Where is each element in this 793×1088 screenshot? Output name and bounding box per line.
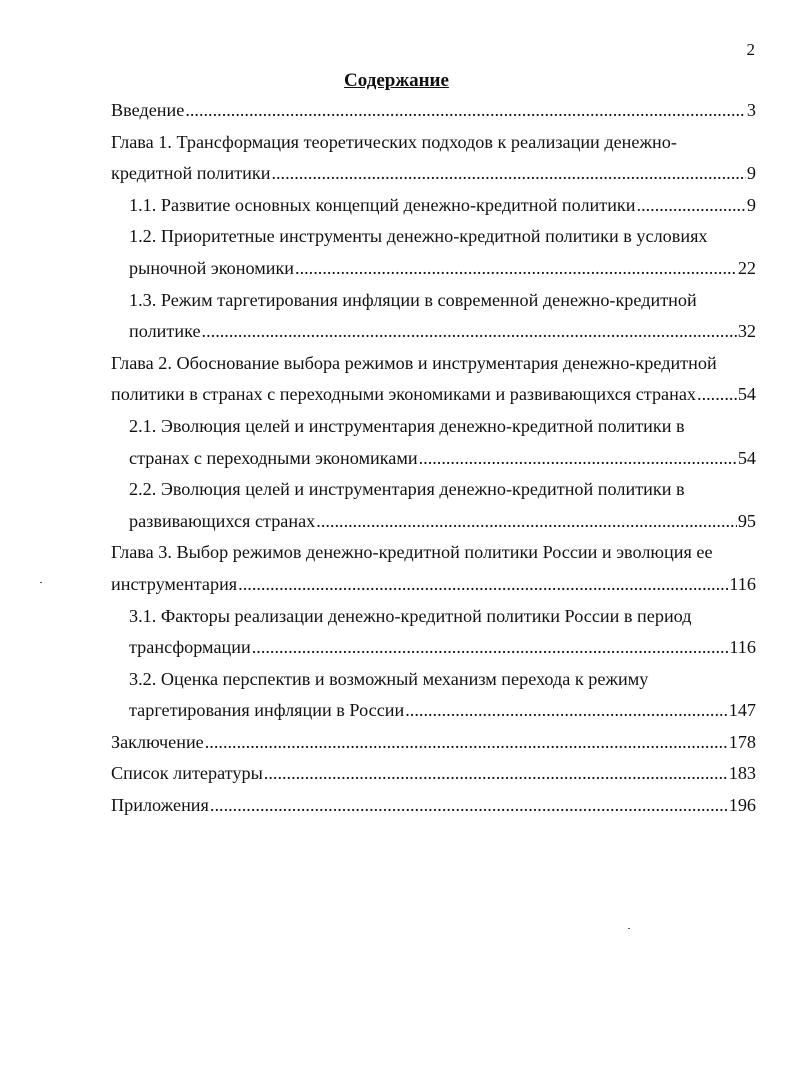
table-of-contents: [111, 95, 756, 822]
toc-page-number: 9: [746, 194, 756, 215]
dot-leader: [316, 506, 737, 538]
toc-entry-text: кредитной политики: [111, 163, 271, 184]
toc-entry-text: трансформации: [129, 637, 251, 658]
toc-entry[interactable]: [111, 790, 756, 822]
toc-page-number: 54: [737, 384, 756, 405]
scan-speck: [40, 582, 42, 583]
toc-entry[interactable]: [111, 727, 756, 759]
toc-entry[interactable]: [129, 474, 756, 537]
dot-leader: [419, 443, 737, 475]
toc-entry-text: таргетирования инфляции в России: [129, 700, 405, 721]
toc-page-number: 196: [728, 795, 756, 816]
toc-entry-text: странах с переходными экономиками: [129, 447, 418, 468]
toc-entry-text: 3.2. Оценка перспектив и возможный механизм перехода к режиму: [129, 668, 649, 689]
toc-entry-text: 3.1. Факторы реализации денежно-кредитной политики России в период: [129, 605, 692, 626]
toc-entry[interactable]: [111, 127, 756, 190]
dot-leader: [238, 569, 728, 601]
toc-entry-text: 2.1. Эволюция целей и инструментария денежно-кредитной политики в: [129, 415, 685, 436]
toc-entry[interactable]: [129, 411, 756, 474]
toc-page-number: 183: [728, 763, 756, 784]
toc-entry-text: Глава 3. Выбор режимов денежно-кредитной политики России и эволюция ее: [111, 542, 713, 563]
toc-entry[interactable]: [129, 601, 756, 664]
toc-page-number: 54: [737, 447, 756, 468]
toc-entry-text: Список литературы: [111, 763, 263, 784]
toc-entry[interactable]: [129, 221, 756, 284]
toc-entry-text: Введение: [111, 100, 185, 120]
toc-page-number: 22: [737, 257, 756, 278]
toc-entry[interactable]: [129, 190, 756, 222]
dot-leader: [202, 316, 737, 348]
toc-entry[interactable]: [111, 537, 756, 600]
toc-entry[interactable]: [111, 95, 756, 127]
toc-entry-text: Глава 2. Обоснование выбора режимов и инструментария денежно-кредитной: [111, 352, 717, 373]
toc-entry[interactable]: [129, 285, 756, 348]
dot-leader: [295, 253, 737, 285]
toc-page-number: 32: [737, 321, 756, 342]
dot-leader: [252, 632, 729, 664]
toc-entry-text: 1.2. Приоритетные инструменты денежно-кредитной политики в условиях: [129, 226, 708, 247]
scan-speck: [628, 928, 630, 929]
toc-page-number: 95: [737, 510, 756, 531]
toc-entry[interactable]: [129, 664, 756, 727]
toc-entry-text: 2.2. Эволюция целей и инструментария денежно-кредитной политики в: [129, 479, 685, 500]
dot-leader: [637, 190, 746, 222]
toc-entry-text: рыночной экономики: [129, 257, 295, 278]
dot-leader: [264, 758, 728, 790]
toc-entry[interactable]: [111, 348, 756, 411]
toc-entry-text: 1.3. Режим таргетирования инфляции в современной денежно-кредитной: [129, 289, 697, 310]
toc-entry-text: политике: [129, 321, 201, 342]
dot-leader: [405, 695, 727, 727]
toc-page-number: 178: [728, 731, 756, 752]
toc-entry-text: Заключение: [111, 731, 204, 752]
dot-leader: [185, 95, 746, 127]
toc-page-number: 147: [728, 700, 756, 721]
toc-entry-text: Приложения: [111, 795, 209, 816]
toc-entry-text: Глава 1. Трансформация теоретических подходов к реализации денежно-: [111, 131, 677, 152]
toc-page-number: 9: [746, 163, 756, 184]
page-number: 2: [746, 40, 755, 59]
toc-page-number: 3: [746, 100, 756, 120]
dot-leader: [271, 158, 745, 190]
toc-entry-text: развивающихся странах: [129, 510, 316, 531]
toc-entry-text: политики в странах с переходными экономиками и развивающихся странах: [111, 384, 697, 405]
toc-entry-text: инструментария: [111, 573, 238, 594]
dot-leader: [210, 790, 728, 822]
toc-page-number: 116: [729, 573, 756, 594]
toc-entry[interactable]: [111, 758, 756, 790]
toc-page-number: 116: [729, 637, 756, 658]
toc-entry-text: 1.1. Развитие основных концепций денежно-кредитной политики: [129, 194, 636, 215]
toc-title: Содержание: [344, 70, 449, 91]
dot-leader: [205, 727, 728, 759]
dot-leader: [697, 379, 737, 411]
